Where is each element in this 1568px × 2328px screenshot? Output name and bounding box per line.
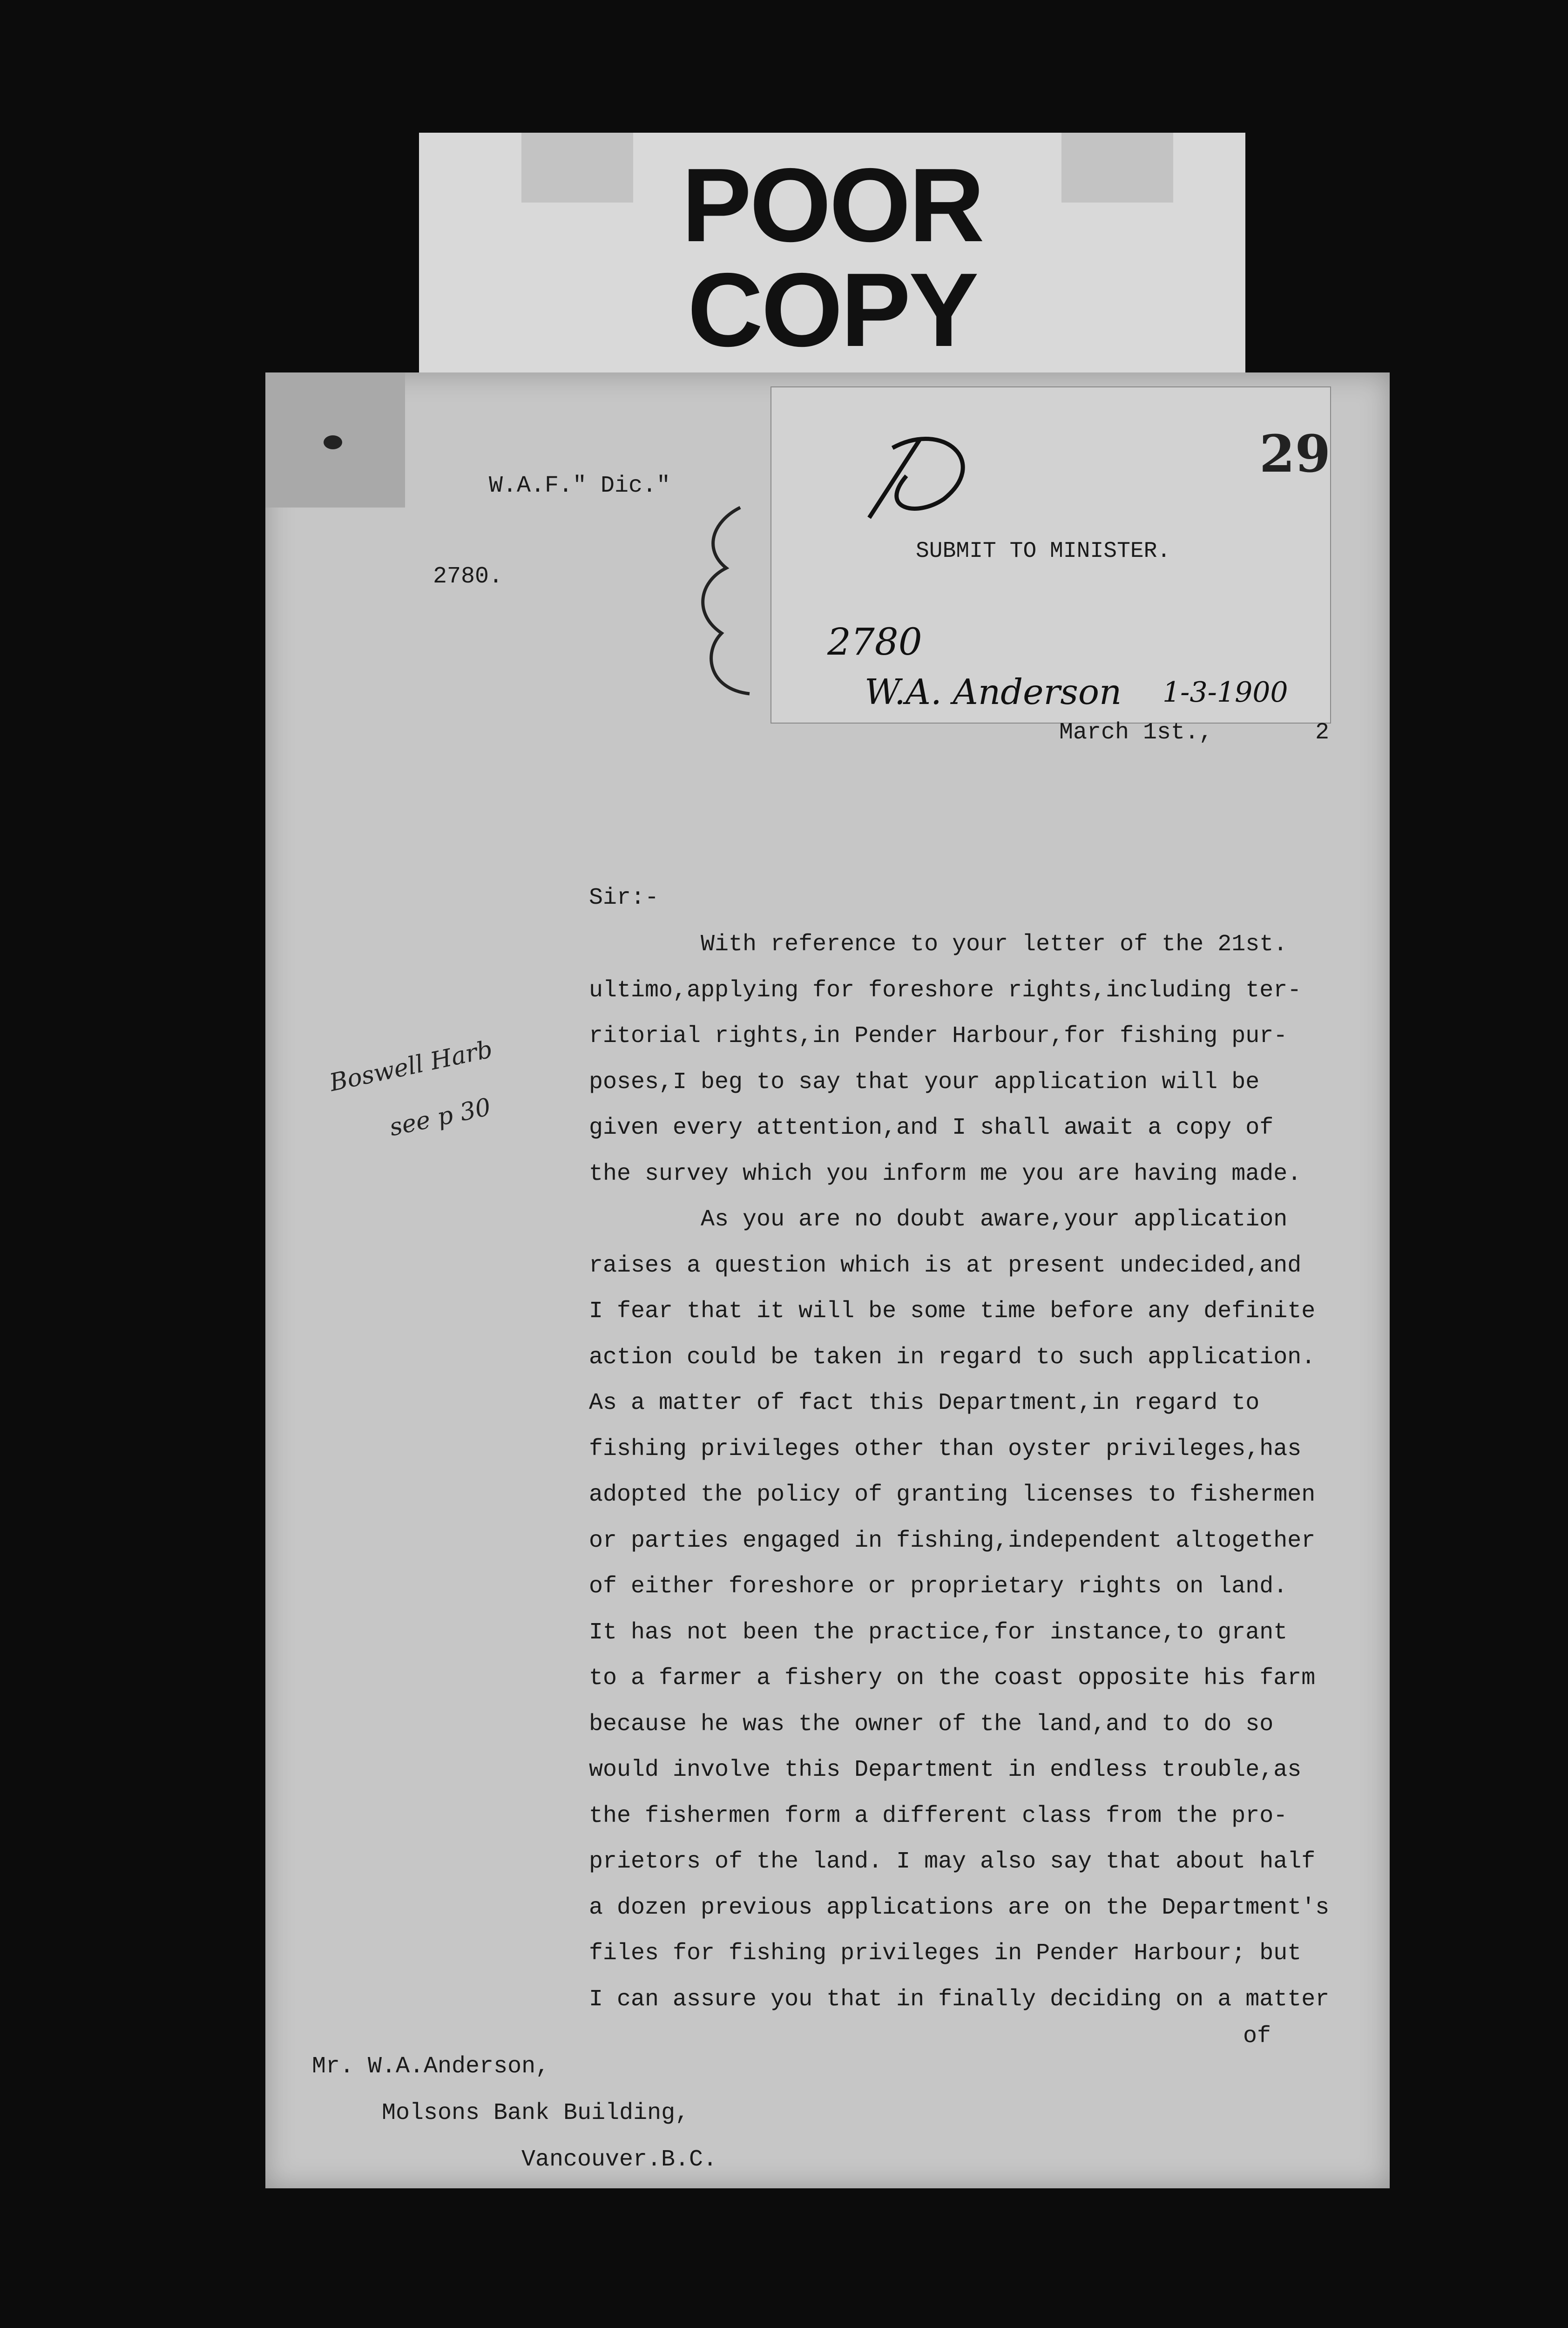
- body-line: I can assure you that in finally deciding on a matter: [589, 1986, 1330, 2013]
- continuation-word: of: [1243, 2023, 1271, 2050]
- letter-date-suffix: 2: [1315, 719, 1330, 746]
- letter-date: March 1st.,: [1059, 719, 1213, 746]
- margin-note-line1: Boswell Harb: [327, 1035, 495, 1097]
- body-line: fishing privileges other than oyster privileges,has: [589, 1435, 1302, 1462]
- poor-copy-label: [419, 133, 1245, 384]
- address-line: Vancouver.B.C.: [521, 2146, 717, 2173]
- memo-file-ref: 2780: [827, 620, 922, 663]
- body-line: the fishermen form a different class from the pro-: [589, 1802, 1288, 1829]
- memo-instruction: SUBMIT TO MINISTER.: [916, 539, 1171, 564]
- body-line: adopted the policy of granting licenses to fishermen: [589, 1482, 1316, 1508]
- body-line: the survey which you inform me you are having made.: [589, 1160, 1302, 1187]
- body-line: because he was the owner of the land,and to do so: [589, 1711, 1274, 1738]
- body-line: It has not been the practice,for instance,to grant: [589, 1619, 1288, 1646]
- handwritten-mark: [684, 494, 777, 708]
- memo-signature: W.A. Anderson: [865, 671, 1122, 712]
- body-line: With reference to your letter of the 21st.: [589, 931, 1288, 958]
- address-line: Molsons Bank Building,: [382, 2100, 689, 2126]
- body-line: As a matter of fact this Department,in regard to: [589, 1390, 1260, 1416]
- body-line: ultimo,applying for foreshore rights,including ter-: [589, 977, 1302, 1004]
- body-line: a dozen previous applications are on the Department's: [589, 1894, 1330, 1921]
- salutation: Sir:-: [589, 885, 659, 911]
- margin-note-line2: see p 30: [387, 1093, 493, 1142]
- memo-date: 1-3-1900: [1162, 676, 1288, 709]
- body-line: given every attention,and I shall await a copy of: [589, 1115, 1274, 1141]
- body-line: ritorial rights,in Pender Harbour,for fishing pur-: [589, 1023, 1288, 1049]
- body-line: of either foreshore or proprietary rights on land.: [589, 1573, 1288, 1600]
- body-line: raises a question which is at present undecided,and: [589, 1252, 1302, 1279]
- address-line: Mr. W.A.Anderson,: [312, 2053, 550, 2080]
- body-line: or parties engaged in fishing,independent altogether: [589, 1527, 1316, 1554]
- poor-copy-line2: COPY: [687, 251, 977, 368]
- file-number: 2780.: [433, 563, 503, 590]
- body-line: files for fishing privileges in Pender Harbour; but: [589, 1940, 1302, 1967]
- letter-body: [589, 922, 1376, 2023]
- poor-copy-line1: POOR: [682, 146, 983, 264]
- dictation-line: W.A.F." Dic.": [489, 473, 671, 499]
- body-line: As you are no doubt aware,your application: [589, 1206, 1288, 1233]
- page-mark: 29: [1259, 424, 1331, 484]
- margin-note: [327, 1035, 524, 1150]
- approval-mark: [851, 420, 990, 532]
- submit-memo-slip: [770, 386, 1331, 724]
- body-line: prietors of the land. I may also say that about half: [589, 1848, 1316, 1875]
- body-line: would involve this Department in endless trouble,as: [589, 1757, 1302, 1783]
- body-line: action could be taken in regard to such application.: [589, 1344, 1316, 1371]
- letter-page: [265, 372, 1390, 2188]
- punch-hole: [324, 435, 342, 449]
- body-line: to a farmer a fishery on the coast opposite his farm: [589, 1665, 1316, 1692]
- body-line: poses,I beg to say that your application will be: [589, 1069, 1260, 1096]
- body-line: I fear that it will be some time before any definite: [589, 1298, 1316, 1325]
